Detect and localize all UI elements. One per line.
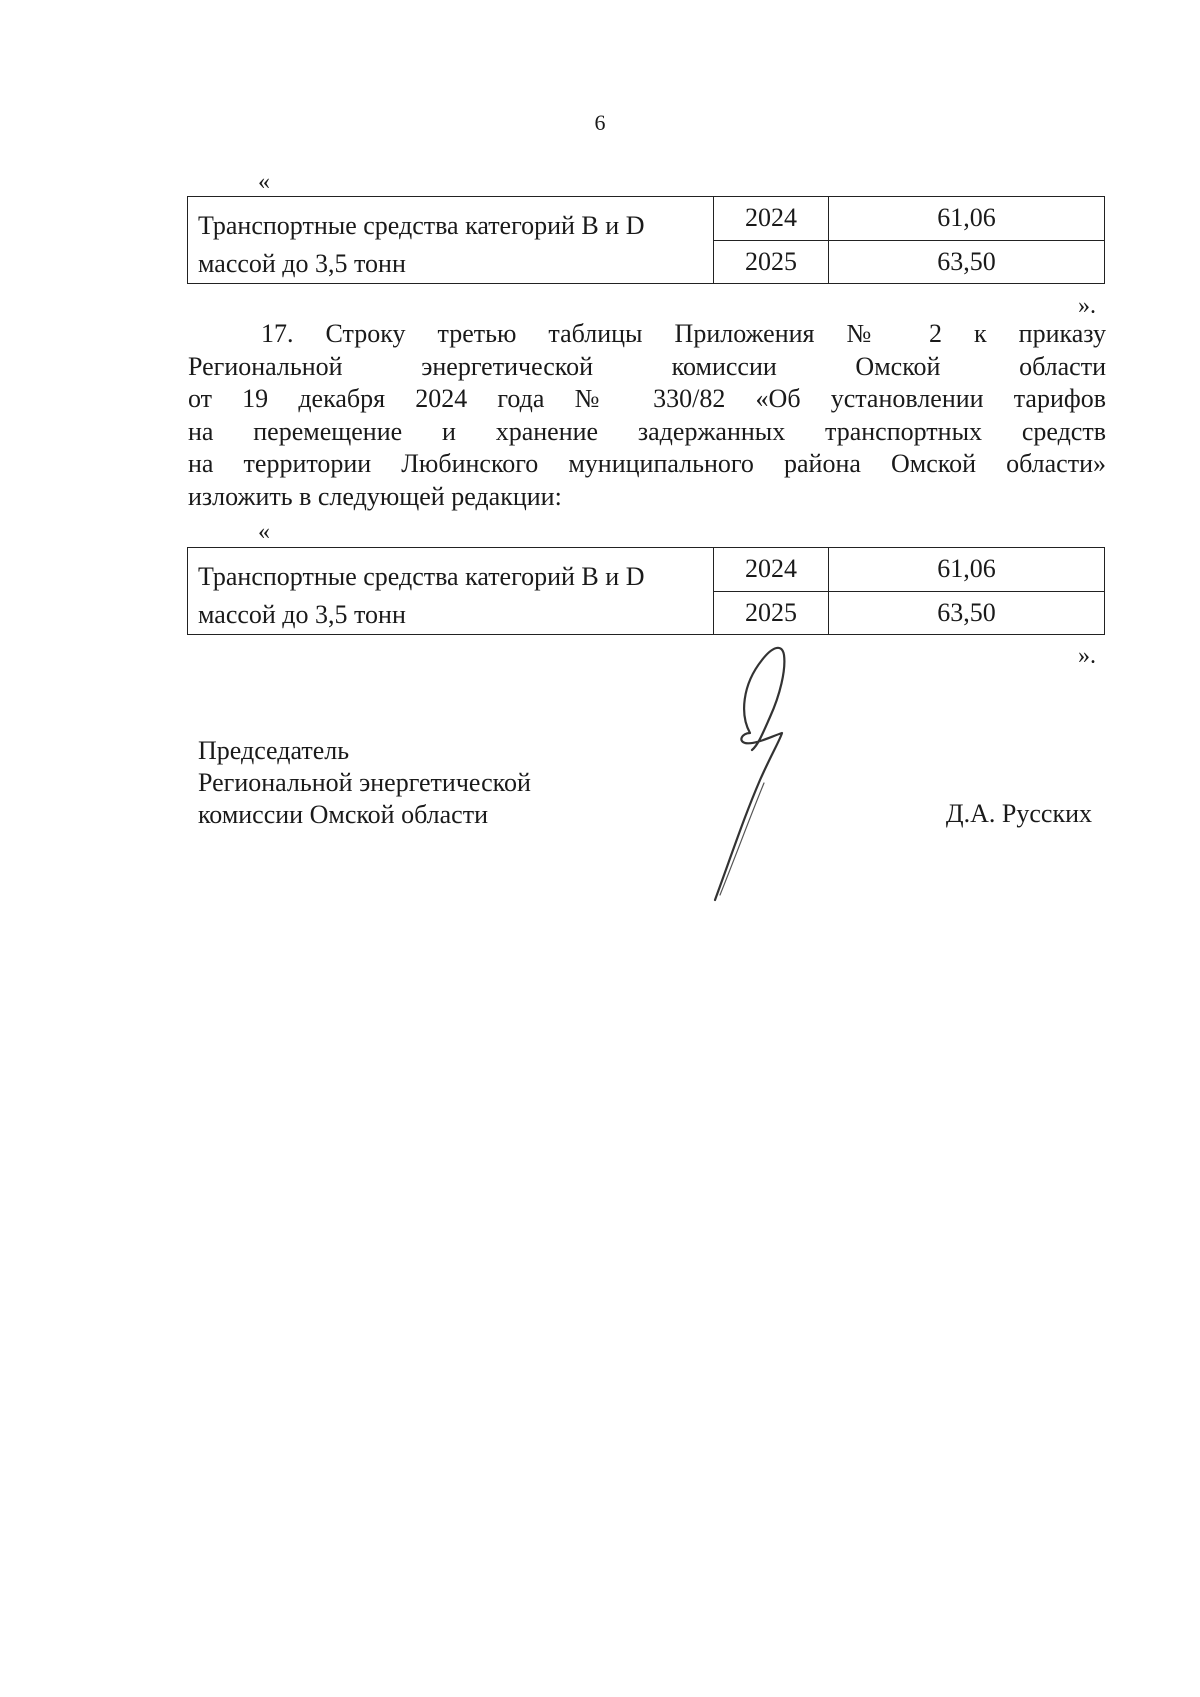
year-cell: 2024 [714,197,829,241]
closing-quote-1: ». [1078,293,1096,319]
tariff-table-2 [187,547,1105,635]
paragraph-line: на территории Любинского муниципального района Омской области» [188,449,1106,478]
signature-stroke [720,783,764,895]
tariff-value-cell: 63,50 [829,591,1105,635]
signatory-title-line: Региональной энергетической [198,768,531,797]
signature-stroke [715,648,784,900]
signatory-title-line: Председатель [198,736,350,765]
paragraph-line: Региональной энергетической комиссии Омской области [188,351,1106,381]
closing-quote-2: ». [1078,643,1096,669]
paragraph-line: на перемещение и хранение задержанных транспортных средств [188,416,1106,446]
opening-quote-1: « [258,169,270,195]
year-cell: 2025 [714,240,829,284]
handwritten-signature [700,645,850,905]
year-cell: 2025 [714,591,829,635]
table-row [188,197,1105,241]
opening-quote-2: « [258,519,270,545]
year-cell: 2024 [714,548,829,592]
signatory-title-line: комиссии Омской области [198,800,488,829]
paragraph-line: 17. Строку третью таблицы Приложения № 2 к приказу [261,319,1106,348]
amendment-paragraph-17 [188,318,1106,513]
paragraph-line: от 19 декабря 2024 года № 330/82 «Об установлении тарифов [188,384,1106,413]
table-row [188,548,1105,592]
signatory-title [198,735,531,831]
page-number: 6 [594,110,606,135]
vehicle-category-cell: Транспортные средства категорий B и D массой до 3,5 тонн [188,548,714,635]
paragraph-line: изложить в следующей редакции: [188,481,562,511]
tariff-value-cell: 61,06 [829,197,1105,241]
tariff-table-1 [187,196,1105,284]
vehicle-category-cell: Транспортные средства категорий B и D массой до 3,5 тонн [188,197,714,284]
signatory-name: Д.А. Русских [945,799,1092,828]
tariff-value-cell: 61,06 [829,548,1105,592]
tariff-value-cell: 63,50 [829,240,1105,284]
